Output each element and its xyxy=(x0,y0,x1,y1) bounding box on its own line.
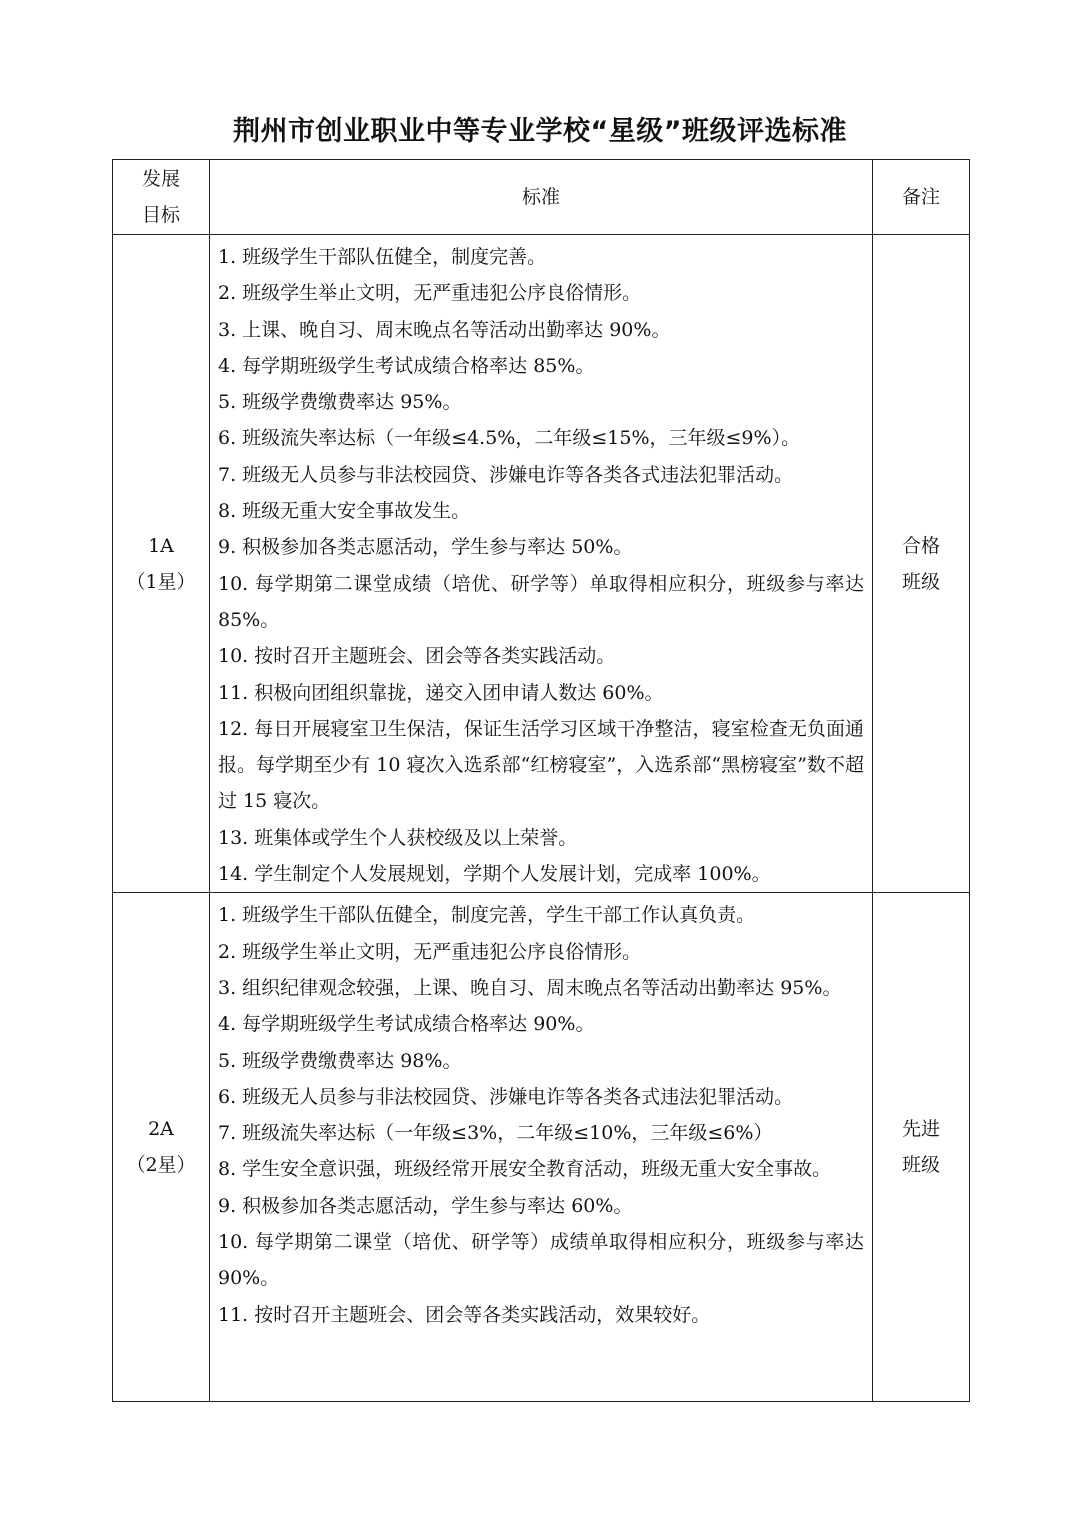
document-title: 荆州市创业职业中等专业学校“星级”班级评选标准 xyxy=(233,116,847,147)
criteria-item: 8. 班级无重大安全事故发生。 xyxy=(218,500,471,523)
table-row-1a xyxy=(113,235,970,893)
criteria-cell-2a xyxy=(210,893,873,1402)
remark-line2: 班级 xyxy=(901,570,940,593)
remark-cell-1a xyxy=(873,235,970,893)
level-cell-1a xyxy=(113,235,210,893)
criteria-item: 11. 积极向团组织靠拢，递交入团申请人数达 60%。 xyxy=(218,681,664,704)
criteria-item: 5. 班级学费缴费率达 95%。 xyxy=(218,391,462,414)
level-cell-2a xyxy=(113,893,210,1402)
remark-line1: 先进 xyxy=(901,1118,940,1141)
level-code: 1A xyxy=(148,534,174,557)
header-remark: 备注 xyxy=(873,160,970,235)
level-code: 2A xyxy=(148,1118,174,1141)
criteria-item: 6. 班级无人员参与非法校园贷、涉嫌电诈等各类各式违法犯罪活动。 xyxy=(218,1085,794,1108)
criteria-item: 4. 每学期班级学生考试成绩合格率达 90%。 xyxy=(218,1013,595,1036)
header-goal-line1: 发展 xyxy=(141,168,180,190)
criteria-item: 10. 每学期第二课堂（培优、研学等）成绩单取得相应积分，班级参与率达 90%。 xyxy=(218,1231,864,1290)
criteria-item: 8. 学生安全意识强，班级经常开展安全教育活动，班级无重大安全事故。 xyxy=(218,1158,832,1181)
criteria-item: 7. 班级无人员参与非法校园贷、涉嫌电诈等各类各式违法犯罪活动。 xyxy=(218,463,794,486)
criteria-item: 7. 班级流失率达标（一年级≤3%，二年级≤10%，三年级≤6%） xyxy=(218,1122,773,1145)
level-stars: （1星） xyxy=(126,570,196,593)
criteria-item: 9. 积极参加各类志愿活动，学生参与率达 60%。 xyxy=(218,1194,633,1217)
remark-line2: 班级 xyxy=(901,1154,940,1177)
criteria-item: 3. 组织纪律观念较强，上课、晚自习、周末晚点名等活动出勤率达 95%。 xyxy=(218,976,842,999)
criteria-item: 2. 班级学生举止文明，无严重违犯公序良俗情形。 xyxy=(218,282,642,305)
criteria-item: 4. 每学期班级学生考试成绩合格率达 85%。 xyxy=(218,354,595,377)
level-stars: （2星） xyxy=(126,1154,196,1177)
criteria-item: 14. 学生制定个人发展规划，学期个人发展计划，完成率 100%。 xyxy=(218,863,771,886)
table-header-row xyxy=(113,160,970,235)
criteria-item: 1. 班级学生干部队伍健全，制度完善，学生干部工作认真负责。 xyxy=(218,904,756,927)
header-goal xyxy=(113,160,210,235)
criteria-cell-1a xyxy=(210,235,873,893)
criteria-item: 13. 班集体或学生个人获校级及以上荣誉。 xyxy=(218,826,578,849)
header-standard: 标准 xyxy=(210,160,873,235)
criteria-item: 2. 班级学生举止文明，无严重违犯公序良俗情形。 xyxy=(218,940,642,963)
criteria-item: 11. 按时召开主题班会、团会等各类实践活动，效果较好。 xyxy=(218,1303,711,1326)
remark-cell-2a xyxy=(873,893,970,1402)
criteria-item: 10. 按时召开主题班会、团会等各类实践活动。 xyxy=(218,645,616,668)
criteria-item: 10. 每学期第二课堂成绩（培优、研学等）单取得相应积分，班级参与率达 85%。 xyxy=(218,572,864,631)
remark-line1: 合格 xyxy=(901,534,940,557)
criteria-item: 1. 班级学生干部队伍健全，制度完善。 xyxy=(218,246,547,268)
criteria-item: 6. 班级流失率达标（一年级≤4.5%，二年级≤15%，三年级≤9%）。 xyxy=(218,427,801,450)
rating-standards-table xyxy=(112,159,970,1402)
criteria-item: 3. 上课、晚自习、周末晚点名等活动出勤率达 90%。 xyxy=(218,318,671,341)
table-row-2a xyxy=(113,893,970,1402)
header-goal-line2: 目标 xyxy=(141,204,180,226)
criteria-item: 9. 积极参加各类志愿活动，学生参与率达 50%。 xyxy=(218,536,633,559)
criteria-item: 12. 每日开展寝室卫生保洁，保证生活学习区域干净整洁，寝室检查无负面通报。每学期至少有 10 寝次入选系部“红榜寝室”，入选系部“黑榜寝室”数不超过 15 寝次。 xyxy=(218,717,864,813)
criteria-item: 5. 班级学费缴费率达 98%。 xyxy=(218,1049,462,1072)
